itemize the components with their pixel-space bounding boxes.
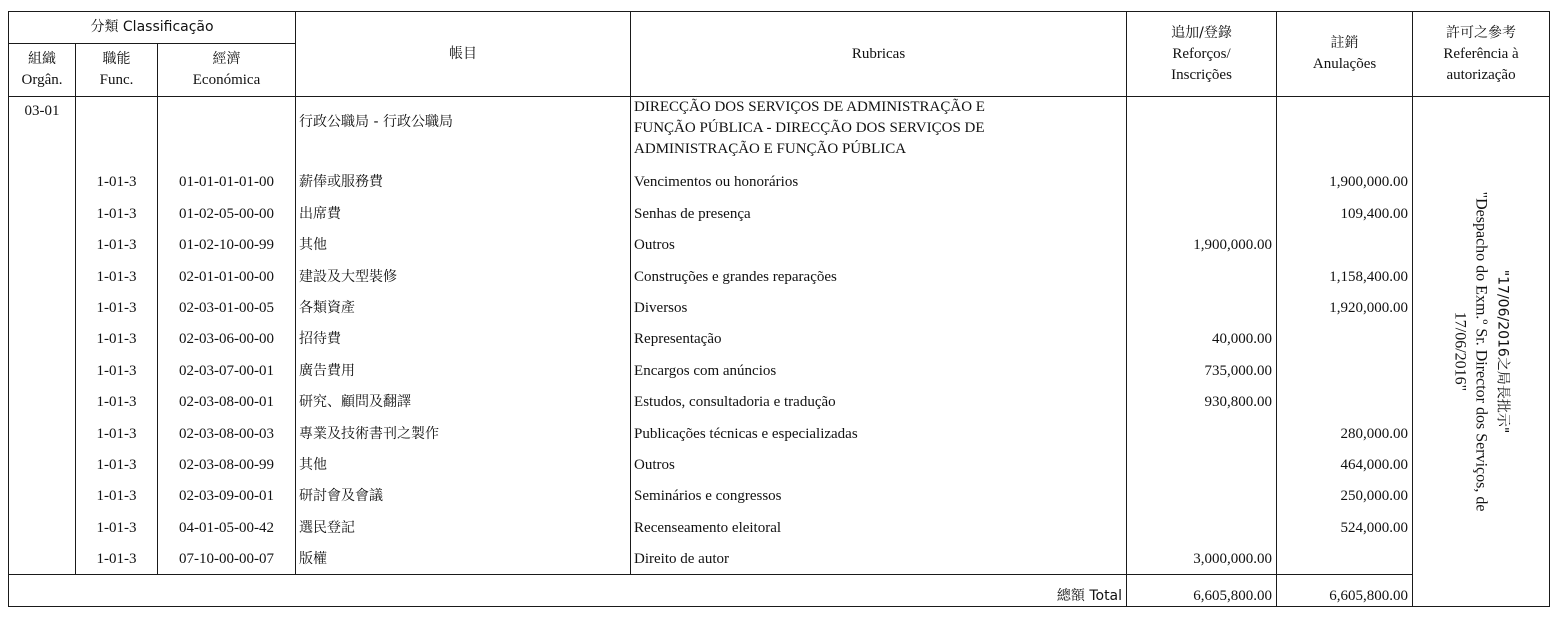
anulacao-amount: 250,000.00 xyxy=(1277,474,1413,505)
func-code: 1-01-3 xyxy=(76,160,158,191)
authorization-reference: "17/06/2016之局長批示" "Despacho do Exm.º Sr. Director dos Serviços, de 17/06/2016" xyxy=(1451,191,1511,511)
anulacao-amount: 1,920,000.00 xyxy=(1277,286,1413,317)
table-row xyxy=(9,411,1550,442)
anulacao-amount xyxy=(1277,223,1413,254)
table-row xyxy=(9,223,1550,254)
organ-cell xyxy=(9,443,76,474)
organ-cell xyxy=(9,380,76,411)
func-code: 1-01-3 xyxy=(76,254,158,285)
total-anulacoes: 6,605,800.00 xyxy=(1277,575,1413,607)
rubric-pt: Senhas de presença xyxy=(631,191,1127,222)
table-row xyxy=(9,348,1550,379)
organ-cell xyxy=(9,191,76,222)
rubric-zh xyxy=(296,380,631,411)
reforco-amount xyxy=(1127,160,1277,191)
rubric-pt: Seminários e congressos xyxy=(631,474,1127,505)
rubric-zh xyxy=(296,411,631,442)
organ-cell xyxy=(9,223,76,254)
rubric-zh xyxy=(296,537,631,568)
organ-header: 組織 Orgân. xyxy=(9,44,76,97)
rubric-pt: Encargos com anúncios xyxy=(631,348,1127,379)
reforco-amount xyxy=(1127,474,1277,505)
rubric-zh-header: 帳目 xyxy=(296,12,631,97)
rubric-zh-text: 研究、顧問及翻譯 xyxy=(299,394,412,411)
anulacao-amount xyxy=(1277,348,1413,379)
func-header: 職能 Func. xyxy=(76,44,158,97)
rubric-pt: Construções e grandes reparações xyxy=(631,254,1127,285)
econ-header: 經濟 Económica xyxy=(158,44,296,97)
rubric-zh xyxy=(296,443,631,474)
econ-code: 02-03-06-00-00 xyxy=(158,317,296,348)
reference-header: 許可之參考 Referência à autorização xyxy=(1413,12,1550,97)
organ-cell xyxy=(9,505,76,536)
rubric-zh-text: 各類資產 xyxy=(299,299,356,316)
econ-code: 02-03-08-00-03 xyxy=(158,411,296,442)
reforco-amount: 40,000.00 xyxy=(1127,317,1277,348)
reforco-amount xyxy=(1127,254,1277,285)
func-code: 1-01-3 xyxy=(76,191,158,222)
anulacao-amount: 1,900,000.00 xyxy=(1277,160,1413,191)
econ-code: 07-10-00-00-07 xyxy=(158,537,296,568)
entity-name-zh: 行政公職局 - 行政公職局 xyxy=(296,97,631,161)
rubric-zh-text: 版權 xyxy=(299,551,328,568)
budget-transfer-table xyxy=(8,11,1550,607)
rubric-pt: Outros xyxy=(631,223,1127,254)
total-label-text: 總額 Total xyxy=(1056,588,1123,605)
func-code: 1-01-3 xyxy=(76,537,158,568)
anulacao-amount xyxy=(1277,317,1413,348)
rubric-zh-text: 招待費 xyxy=(299,331,342,348)
anulacao-amount: 464,000.00 xyxy=(1277,443,1413,474)
reforco-amount xyxy=(1127,443,1277,474)
organ-code: 03-01 xyxy=(9,97,76,161)
total-reforcos: 6,605,800.00 xyxy=(1127,575,1277,607)
reforco-amount: 930,800.00 xyxy=(1127,380,1277,411)
econ-code: 02-03-09-00-01 xyxy=(158,474,296,505)
total-label xyxy=(9,575,1127,607)
rubric-zh-text: 選民登記 xyxy=(299,519,356,536)
total-row xyxy=(9,575,1550,607)
econ-code: 01-02-10-00-99 xyxy=(158,223,296,254)
rubric-zh xyxy=(296,474,631,505)
rubric-zh xyxy=(296,505,631,536)
econ-code: 02-03-07-00-01 xyxy=(158,348,296,379)
reforcos-header: 追加/登錄 Reforços/ Inscrições xyxy=(1127,12,1277,97)
rubric-pt: Recenseamento eleitoral xyxy=(631,505,1127,536)
econ-code: 02-03-08-00-99 xyxy=(158,443,296,474)
anulacao-amount xyxy=(1277,537,1413,568)
reforco-amount xyxy=(1127,286,1277,317)
econ-code: 02-03-08-00-01 xyxy=(158,380,296,411)
table-row xyxy=(9,505,1550,536)
econ-code: 02-01-01-00-00 xyxy=(158,254,296,285)
func-code: 1-01-3 xyxy=(76,443,158,474)
func-code: 1-01-3 xyxy=(76,286,158,317)
rubric-zh-text: 薪俸或服務費 xyxy=(299,174,384,191)
anulacao-amount: 109,400.00 xyxy=(1277,191,1413,222)
func-code: 1-01-3 xyxy=(76,348,158,379)
func-code: 1-01-3 xyxy=(76,223,158,254)
reforco-amount xyxy=(1127,411,1277,442)
reforco-amount xyxy=(1127,191,1277,222)
func-code: 1-01-3 xyxy=(76,411,158,442)
anulacao-amount: 280,000.00 xyxy=(1277,411,1413,442)
rubric-zh-text: 研討會及會議 xyxy=(299,488,384,505)
rubric-zh-text: 專業及技術書刊之製作 xyxy=(299,425,440,442)
rubric-zh xyxy=(296,191,631,222)
table-row xyxy=(9,191,1550,222)
table-row xyxy=(9,380,1550,411)
econ-code: 04-01-05-00-42 xyxy=(158,505,296,536)
rubric-pt: Direito de autor xyxy=(631,537,1127,568)
rubric-pt: Estudos, consultadoria e tradução xyxy=(631,380,1127,411)
organ-cell xyxy=(9,348,76,379)
reforco-amount: 1,900,000.00 xyxy=(1127,223,1277,254)
econ-code: 01-01-01-01-00 xyxy=(158,160,296,191)
organ-cell xyxy=(9,160,76,191)
rubric-zh-text: 出席費 xyxy=(299,205,342,222)
func-code: 1-01-3 xyxy=(76,505,158,536)
table-row xyxy=(9,254,1550,285)
organ-cell xyxy=(9,411,76,442)
rubric-zh xyxy=(296,317,631,348)
func-code: 1-01-3 xyxy=(76,474,158,505)
table-row xyxy=(9,474,1550,505)
anulacao-amount xyxy=(1277,380,1413,411)
reforco-amount xyxy=(1127,505,1277,536)
table-row xyxy=(9,160,1550,191)
func-code: 1-01-3 xyxy=(76,380,158,411)
rubric-pt: Publicações técnicas e especializadas xyxy=(631,411,1127,442)
rubric-zh xyxy=(296,223,631,254)
rubric-pt: Outros xyxy=(631,443,1127,474)
organ-cell xyxy=(9,254,76,285)
rubric-pt: Vencimentos ou honorários xyxy=(631,160,1127,191)
organ-cell xyxy=(9,286,76,317)
rubric-zh-text: 建設及大型裝修 xyxy=(299,268,398,285)
classification-header: 分類 Classificação xyxy=(9,12,296,44)
anulacao-amount: 1,158,400.00 xyxy=(1277,254,1413,285)
rubric-zh xyxy=(296,254,631,285)
func-code: 1-01-3 xyxy=(76,317,158,348)
table-row xyxy=(9,443,1550,474)
entity-row xyxy=(9,97,1550,161)
rubric-pt-header: Rubricas xyxy=(631,12,1127,97)
reforco-amount: 735,000.00 xyxy=(1127,348,1277,379)
rubric-zh xyxy=(296,160,631,191)
rubric-zh xyxy=(296,286,631,317)
table-row xyxy=(9,317,1550,348)
reforco-amount: 3,000,000.00 xyxy=(1127,537,1277,568)
rubric-pt: Representação xyxy=(631,317,1127,348)
entity-name-pt: DIRECÇÃO DOS SERVIÇOS DE ADMINISTRAÇÃO E FUNÇÃO PÚBLICA - DIRECÇÃO DOS SERVIÇOS DE ADMINISTRAÇÃO E FUNÇÃO PÚBLICA xyxy=(631,97,1127,161)
rubric-pt: Diversos xyxy=(631,286,1127,317)
rubric-zh-text: 其他 xyxy=(299,456,328,473)
reference-cell xyxy=(1413,97,1550,607)
table-row xyxy=(9,286,1550,317)
anulacoes-header: 註銷 Anulações xyxy=(1277,12,1413,97)
econ-code: 02-03-01-00-05 xyxy=(158,286,296,317)
table-row xyxy=(9,537,1550,568)
organ-cell xyxy=(9,317,76,348)
rubric-zh-text: 廣告費用 xyxy=(299,362,356,379)
organ-cell xyxy=(9,537,76,568)
rubric-zh-text: 其他 xyxy=(299,237,328,254)
organ-cell xyxy=(9,474,76,505)
rubric-zh xyxy=(296,348,631,379)
anulacao-amount: 524,000.00 xyxy=(1277,505,1413,536)
econ-code: 01-02-05-00-00 xyxy=(158,191,296,222)
